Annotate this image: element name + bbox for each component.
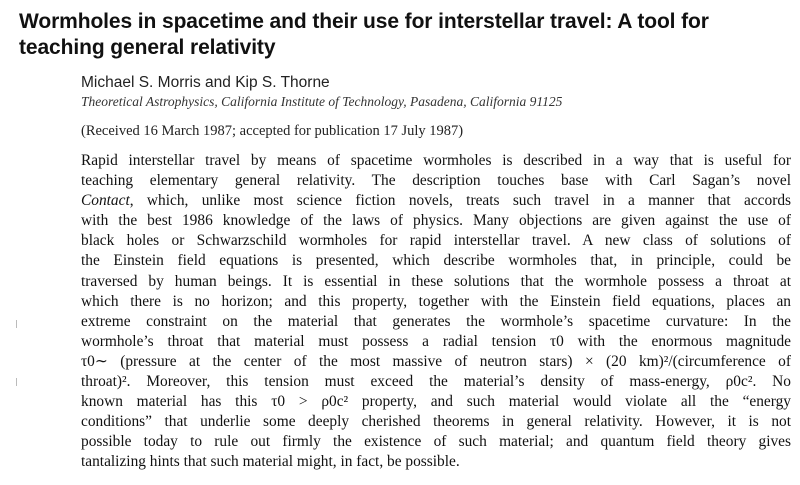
paper-received-dates: (Received 16 March 1987; accepted for publication 17 July 1987) [81,123,464,139]
paper-authors: Michael S. Morris and Kip S. Thorne [81,74,330,91]
abstract-line: known material has this τ0 > ρ0c² property, and such material would violate all the “energy [81,393,791,411]
abstract-line: conditions” that underlie some deeply cherished theorems in general relativity. However, it is not [81,413,791,431]
paper-abstract [81,151,791,473]
abstract-line: extreme constraint on the material that generates the wormhole’s spacetime curvature: In the [81,312,791,330]
abstract-line: τ0∼ (pressure at the center of the most massive of neutron stars) × (20 km)²/(circumference of [81,352,791,370]
abstract-line: throat)². Moreover, this tension must exceed the material’s density of mass-energy, ρ0c². No [81,373,791,391]
abstract-line: black holes or Schwarzschild wormholes for rapid interstellar travel. A new class of solutions of [81,232,791,250]
paper-affiliation: Theoretical Astrophysics, California Institute of Technology, Pasadena, California 91125 [81,94,563,109]
abstract-line: which there is no horizon; and this property, together with the Einstein field equations, places an [81,292,791,310]
abstract-line: wormhole’s throat that material must possess a radial tension τ0 with the enormous magnitude [81,332,791,350]
abstract-line: possible today to rule out firmly the existence of such material; and quantum field theory gives [81,433,791,451]
abstract-line: with the best 1986 knowledge of the laws of physics. Many objections are given against the use of [81,212,791,230]
paper-title-line-1: Wormholes in spacetime and their use for interstellar travel: A tool for [19,10,709,33]
abstract-line: teaching elementary general relativity. The description touches base with Carl Sagan’s novel [81,172,791,190]
abstract-line: Rapid interstellar travel by means of spacetime wormholes is described in a way that is useful for [81,152,791,169]
abstract-line: tantalizing hints that such material might, in fact, be possible. [81,453,460,471]
abstract-line: the Einstein field equations is presented, which describe wormholes that, in principle, could be [81,252,791,270]
paper-title-line-2: teaching general relativity [19,36,276,59]
margin-mark [16,378,20,386]
margin-mark [16,320,20,328]
paper-title [19,9,794,61]
abstract-line: traversed by human beings. It is essential in these solutions that the wormhole possess a throat at [81,272,791,290]
abstract-line: Contact, which, unlike most science fiction novels, treats such travel in a manner that accords [81,192,791,210]
